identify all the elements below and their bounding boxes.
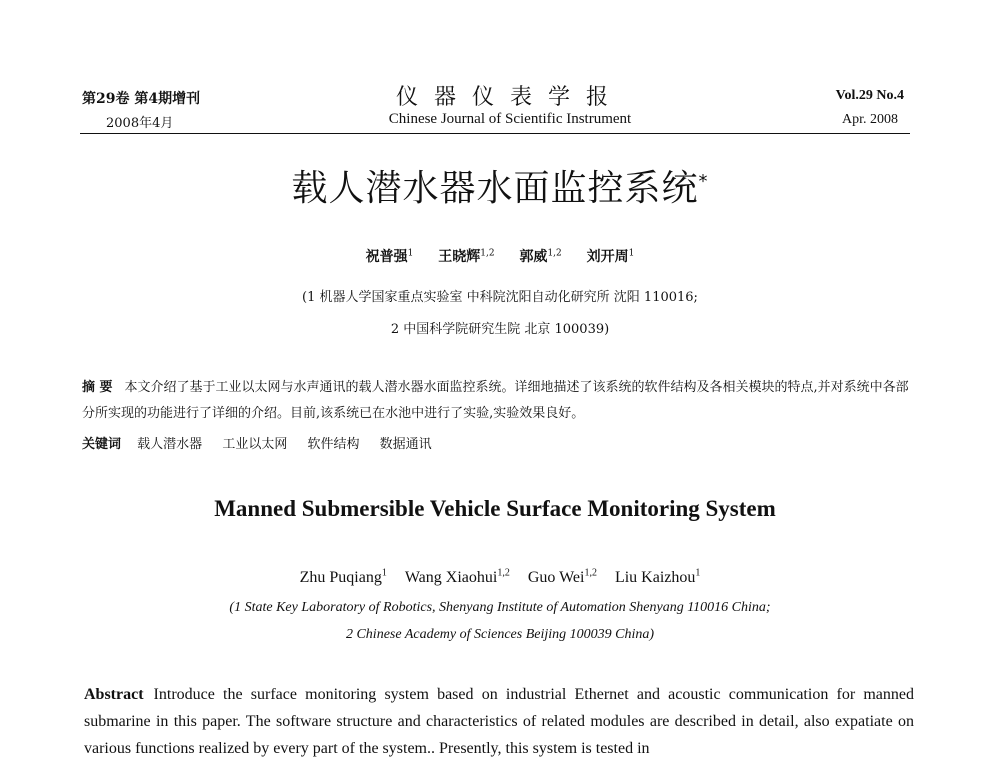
paper-title-cn xyxy=(0,160,1000,211)
affiliation-en-2: 2 Chinese Academy of Sciences Beijing 100039 China) xyxy=(345,627,655,642)
issue-date: 2008年4月 xyxy=(106,116,174,131)
author-list-en xyxy=(0,568,1000,587)
abstract-en xyxy=(84,681,914,762)
keyword: 载人潜水器 xyxy=(137,437,203,452)
author-en: Guo Wei$^{1,2}$ xyxy=(527,568,597,587)
keyword: 数据通讯 xyxy=(379,437,432,452)
author-cn: 王晓辉$^{1,2}$ xyxy=(438,248,495,265)
journal-title-cn: 仪器仪表学报 xyxy=(395,85,624,110)
abstract-en-label: Abstract xyxy=(84,686,144,703)
author-cn: 刘开周$^1$ xyxy=(586,248,635,265)
affiliation-cn-1: (1 机器人学国家重点实验室 中科院沈阳自动化研究所 沈阳 110016; xyxy=(302,290,698,305)
paper-title-en: Manned Submersible Vehicle Surface Monitoring System xyxy=(214,496,776,521)
abstract-cn xyxy=(82,375,912,427)
paper-title-cn-text: 载人潜水器水面监控系统 xyxy=(291,168,699,209)
keywords-cn xyxy=(82,433,448,452)
keyword: 工业以太网 xyxy=(222,437,288,452)
author-en: Wang Xiaohui$^{1,2}$ xyxy=(404,568,510,587)
header-rule xyxy=(80,133,910,134)
author-en: Zhu Puqiang$^1$ xyxy=(299,568,387,587)
title-footnote-mark: * xyxy=(698,171,709,192)
journal-title-en: Chinese Journal of Scientific Instrument xyxy=(388,111,632,127)
affiliation-en-1: (1 State Key Laboratory of Robotics, Shenyang Institute of Automation Shenyang 110016 China; xyxy=(229,600,771,615)
abstract-cn-text: 本文介绍了基于工业以太网与水声通讯的载人潜水器水面监控系统。详细地描述了该系统的软件结构及各相关模块的特点,并对系统中各部分所实现的功能进行了详细的介绍。目前,该系统已在水池中进行了实验,实验效果良好。 xyxy=(82,380,909,421)
abstract-cn-label: 摘 要 xyxy=(82,380,113,395)
volume-date: Apr. 2008 xyxy=(842,112,898,127)
issue-label: 第29卷 第4期增刊 xyxy=(82,91,201,107)
author-list-cn xyxy=(0,246,1000,266)
author-cn: 祝普强$^1$ xyxy=(365,248,414,265)
keywords-cn-label: 关键词 xyxy=(82,437,122,452)
author-en: Liu Kaizhou$^1$ xyxy=(614,568,701,587)
volume-label: Vol.29 No.4 xyxy=(835,88,904,103)
affiliation-cn-2: 2 中国科学院研究生院 北京 100039) xyxy=(390,322,610,337)
author-cn: 郭威$^{1,2}$ xyxy=(519,248,562,265)
abstract-en-text: Introduce the surface monitoring system based on industrial Ethernet and acoustic communication for manned submarine in this paper. The software structure and characteristics of related modules are described in detail, also expatiate on various functions realized by every part of the system.. Presently, this system is tested in xyxy=(84,686,914,757)
keyword: 软件结构 xyxy=(307,437,360,452)
